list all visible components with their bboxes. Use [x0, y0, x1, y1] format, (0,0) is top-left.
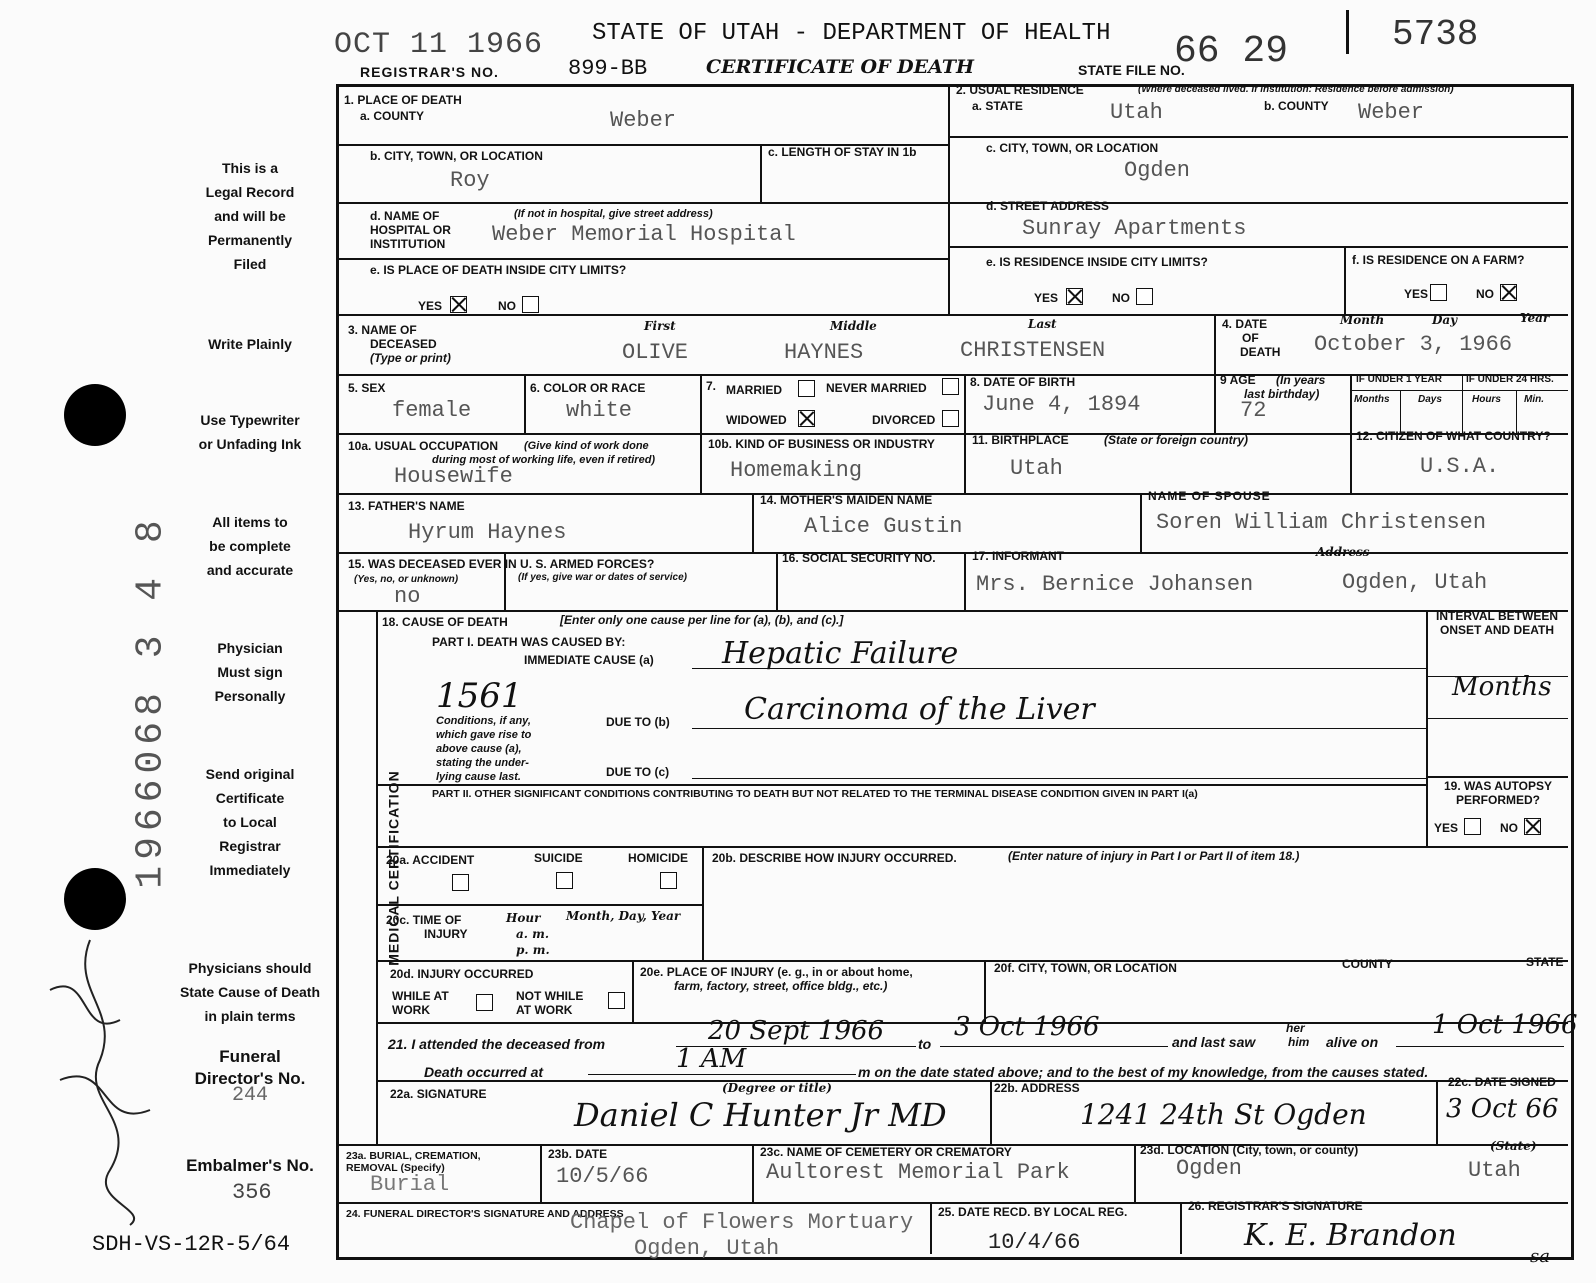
label-divorced: DIVORCED	[872, 413, 936, 427]
sex: female	[392, 398, 472, 423]
label-cause-of-death: 18. CAUSE OF DEATH	[382, 615, 508, 629]
label-registrar-signature: 26. REGISTRAR'S SIGNATURE	[1188, 1199, 1363, 1213]
label-part1: PART I. DEATH WAS CAUSED BY:	[432, 635, 626, 649]
note-typewriter: Use Typewriter or Unfading Ink	[198, 412, 302, 452]
date-stamp: OCT 11 1966	[334, 28, 544, 62]
label-her: her	[1286, 1021, 1305, 1035]
label-him: him	[1288, 1035, 1310, 1049]
label-attended: 21. I attended the deceased from	[388, 1036, 606, 1052]
label-date-death-c: DEATH	[1240, 345, 1281, 359]
label-no-19: NO	[1500, 821, 1518, 835]
label-age-note-b: last birthday)	[1244, 387, 1320, 401]
label-armed-forces-note-a: (Yes, no, or unknown)	[354, 574, 459, 585]
label-state: a. STATE	[972, 99, 1023, 113]
label-yes-1e: YES	[418, 299, 443, 313]
label-hospital-a: d. NAME OF	[370, 209, 440, 223]
label-place-injury: 20e. PLACE OF INJURY (e. g., in or about home,	[640, 965, 913, 979]
label-date-recd: 25. DATE RECD. BY LOCAL REG.	[938, 1205, 1128, 1219]
embalmer-label: Embalmer's No.	[186, 1156, 314, 1175]
label-min: Min.	[1524, 394, 1544, 405]
label-alive-on: alive on	[1326, 1034, 1379, 1050]
label-business: 10b. KIND OF BUSINESS OR INDUSTRY	[708, 437, 935, 451]
label-widowed: WIDOWED	[726, 413, 787, 427]
checkbox-2f-no[interactable]	[1500, 284, 1517, 301]
label-not-while-a: NOT WHILE	[516, 989, 584, 1003]
label-mdy: Month, Day, Year	[566, 909, 681, 923]
label-7: 7.	[706, 379, 717, 393]
label-first: First	[644, 319, 676, 333]
checkbox-widowed[interactable]	[798, 410, 815, 427]
label-birthplace-note: (State or foreign country)	[1104, 433, 1249, 447]
label-place-of-death: 1. PLACE OF DEATH	[344, 93, 462, 107]
label-occupation: 10a. USUAL OCCUPATION	[348, 439, 499, 453]
label-res-farm: f. IS RESIDENCE ON A FARM?	[1352, 253, 1525, 267]
label-deceased: DECEASED	[370, 337, 437, 351]
label-ssn: 16. SOCIAL SECURITY NO.	[782, 551, 936, 565]
attended-to: 3 Oct 1966	[954, 1012, 1100, 1042]
label-armed-forces: 15. WAS DECEASED EVER IN U. S. ARMED FORCES?	[348, 557, 655, 571]
death-county: Weber	[610, 108, 677, 133]
street-address: Sunray Apartments	[1022, 216, 1247, 241]
label-injury-city: 20f. CITY, TOWN, OR LOCATION	[994, 961, 1177, 975]
occupation: Housewife	[394, 464, 513, 489]
label-never-married: NEVER MARRIED	[826, 381, 927, 395]
label-not-while-b: AT WORK	[516, 1003, 573, 1017]
burial-date: 10/5/66	[556, 1164, 649, 1189]
deceased-first-name: OLIVE	[622, 340, 689, 365]
label-last-saw: and last saw	[1172, 1034, 1256, 1050]
label-informant-address: Address	[1316, 545, 1370, 559]
state-file-no: 66 29	[1174, 30, 1289, 73]
label-armed-forces-note-b: (If yes, give war or dates of service)	[518, 572, 687, 583]
label-race: 6. COLOR OR RACE	[530, 381, 646, 395]
label-homicide: HOMICIDE	[628, 851, 688, 865]
registrar-no-label: REGISTRAR'S NO.	[360, 64, 499, 80]
label-mother: 14. MOTHER'S MAIDEN NAME	[760, 493, 933, 507]
label-father: 13. FATHER'S NAME	[348, 499, 465, 513]
note-physician-sign: Physician Must sign Personally	[214, 640, 286, 704]
age: 72	[1240, 398, 1267, 423]
note-complete: All items to be complete and accurate	[206, 514, 294, 578]
label-date-signed: 22c. DATE SIGNED	[1448, 1075, 1556, 1089]
label-time-injury-b: INJURY	[424, 927, 468, 941]
occurred-time: 1 AM	[676, 1044, 747, 1074]
label-middle: Middle	[830, 319, 877, 333]
embalmer-no: 356	[232, 1180, 272, 1205]
business: Homemaking	[730, 458, 863, 483]
label-occurred-at: Death occurred at	[424, 1064, 544, 1080]
label-part2: PART II. OTHER SIGNIFICANT CONDITIONS CONTRIBUTING TO DEATH BUT NOT RELATED TO THE TERMINAL DISEASE CONDITION GIVEN IN PART I(a)	[432, 788, 1198, 800]
label-injury-desc: 20b. DESCRIBE HOW INJURY OCCURRED.	[712, 851, 957, 865]
physician-signature: Daniel C Hunter Jr MD	[574, 1096, 947, 1134]
label-usual-residence: 2. USUAL RESIDENCE	[956, 83, 1084, 97]
alive-date: 1 Oct 1966	[1432, 1010, 1578, 1040]
label-autopsy: 19. WAS AUTOPSY PERFORMED?	[1443, 779, 1553, 807]
punch-hole-top	[64, 384, 126, 446]
label-spouse: NAME OF SPOUSE	[1148, 489, 1271, 503]
armed-forces: no	[394, 584, 421, 609]
label-no-2e: NO	[1112, 291, 1130, 305]
label-cemetery-location: 23d. LOCATION (City, town, or county)	[1140, 1143, 1359, 1157]
label-day: Day	[1432, 313, 1458, 327]
registrar-no: 899-BB	[568, 56, 648, 81]
physician-address: 1241 24th St Ogden	[1080, 1098, 1367, 1131]
label-res-county: b. COUNTY	[1264, 99, 1329, 113]
label-cemetery: 23c. NAME OF CEMETERY OR CREMATORY	[760, 1145, 1012, 1159]
birthplace: Utah	[1010, 456, 1063, 481]
checkbox-autopsy-yes[interactable]	[1464, 818, 1481, 835]
label-hours: Hours	[1472, 394, 1501, 405]
checkbox-suicide[interactable]	[556, 872, 573, 889]
label-time-injury-a: 20c. TIME OF	[386, 913, 462, 927]
date-received: 10/4/66	[988, 1230, 1081, 1255]
label-degree: (Degree or title)	[722, 1081, 832, 1095]
medical-certification-vertical: MEDICAL CERTIFICATION	[385, 770, 402, 966]
label-date-death-b: OF	[1242, 331, 1259, 345]
label-type-print: (Type or print)	[370, 351, 451, 365]
father-name: Hyrum Haynes	[408, 520, 567, 545]
agency-title: STATE OF UTAH - DEPARTMENT OF HEALTH	[592, 20, 1111, 47]
cemetery-state: Utah	[1468, 1158, 1521, 1183]
note-send-original: Send original Certificate to Local Registrar Immediately	[205, 766, 295, 878]
label-age: 9 AGE	[1220, 373, 1256, 387]
label-burial-date: 23b. DATE	[548, 1147, 608, 1161]
label-month: Month	[1340, 313, 1385, 327]
vertical-serial-number: 1966068 3 4 8	[129, 514, 173, 889]
label-sex: 5. SEX	[348, 381, 386, 395]
label-interval: INTERVAL BETWEEN ONSET AND DEATH	[1435, 609, 1558, 637]
deceased-last-name: CHRISTENSEN	[960, 338, 1106, 363]
label-birthplace: 11. BIRTHPLACE	[972, 433, 1069, 447]
label-to: to	[918, 1036, 932, 1052]
label-name: 3. NAME OF	[348, 323, 417, 337]
label-age-note-a: (In years	[1276, 373, 1326, 387]
label-date-death-a: 4. DATE	[1222, 317, 1268, 331]
label-hour: Hour	[506, 911, 541, 925]
funeral-home: Chapel of Flowers Mortuary	[570, 1210, 914, 1235]
label-while-work-a: WHILE AT	[392, 989, 449, 1003]
label-city-town: b. CITY, TOWN, OR LOCATION	[370, 149, 543, 163]
certificate-title: CERTIFICATE OF DEATH	[706, 56, 974, 78]
label-funeral-director: 24. FUNERAL DIRECTOR'S SIGNATURE AND ADDRESS	[346, 1208, 624, 1220]
label-length-stay: c. LENGTH OF STAY IN 1b	[768, 145, 917, 159]
state-file-label: STATE FILE NO.	[1078, 62, 1185, 78]
note-cause-plain: Physicians should State Cause of Death in plain terms	[179, 960, 321, 1024]
punch-hole-bottom	[64, 868, 126, 930]
label-informant: 17. INFORMANT	[972, 549, 1065, 563]
label-married: MARRIED	[726, 383, 782, 397]
label-yes-2e: YES	[1034, 291, 1059, 305]
funeral-director-no: 244	[232, 1084, 269, 1107]
checkbox-never-married[interactable]	[942, 378, 959, 395]
checkbox-married[interactable]	[798, 380, 815, 397]
label-res-city: c. CITY, TOWN, OR LOCATION	[986, 141, 1159, 155]
label-injury-county: COUNTY	[1342, 957, 1393, 971]
label-accident: 20a. ACCIDENT	[386, 853, 475, 867]
label-injury-state: STATE	[1526, 955, 1564, 969]
checkbox-autopsy-no[interactable]	[1524, 818, 1541, 835]
label-address: 22b. ADDRESS	[994, 1081, 1080, 1095]
label-days: Days	[1418, 394, 1442, 405]
label-year: Year	[1520, 311, 1550, 325]
informant-name: Mrs. Bernice Johansen	[976, 572, 1254, 597]
form-code: SDH-VS-12R-5/64	[92, 1232, 291, 1257]
cause-immediate: Hepatic Failure	[722, 636, 959, 671]
residence-city: Ogden	[1124, 158, 1191, 183]
label-res-inside-city: e. IS RESIDENCE INSIDE CITY LIMITS?	[986, 255, 1208, 269]
checkbox-divorced[interactable]	[942, 410, 959, 427]
citizenship: U.S.A.	[1420, 454, 1500, 479]
label-dob: 8. DATE OF BIRTH	[970, 375, 1076, 389]
cause-code: 1561	[436, 676, 523, 716]
label-am: a. m.	[516, 927, 550, 941]
label-no-2f: NO	[1476, 287, 1494, 301]
label-while-work-b: WORK	[392, 1003, 430, 1017]
label-under-24hrs: IF UNDER 24 HRS.	[1466, 374, 1554, 385]
checkbox-2e-yes[interactable]	[1066, 288, 1083, 305]
checkbox-accident[interactable]	[452, 874, 469, 891]
registrar-signature: K. E. Brandon	[1244, 1218, 1457, 1253]
header-tick	[1346, 10, 1349, 54]
residence-state: Utah	[1110, 100, 1163, 125]
top-number: 5738	[1392, 14, 1479, 55]
label-signature: 22a. SIGNATURE	[390, 1087, 487, 1101]
label-occurred-rest: m on the date stated above; and to the best of my knowledge, from the causes stated.	[858, 1064, 1429, 1080]
interval-value: Months	[1452, 672, 1552, 702]
cemetery-location: Ogden	[1176, 1156, 1243, 1181]
label-immediate-cause: IMMEDIATE CAUSE (a)	[524, 653, 654, 667]
note-legal-record: This is a Legal Record and will be Permanently Filed	[205, 160, 295, 272]
label-citizen: 12. CITIZEN OF WHAT COUNTRY?	[1356, 429, 1551, 443]
margin-signature-scribble	[30, 930, 170, 1230]
label-residence-note: (Where deceased lived. If institution: Residence before admission)	[1138, 84, 1454, 95]
death-city: Roy	[450, 168, 490, 193]
label-due-c: DUE TO (c)	[606, 765, 670, 779]
residence-county: Weber	[1358, 100, 1425, 125]
date-signed: 3 Oct 66	[1446, 1094, 1559, 1124]
checkbox-while-at-work[interactable]	[476, 994, 493, 1011]
label-injury-desc-note: (Enter nature of injury in Part I or Part II of item 18.)	[1008, 849, 1300, 863]
checkbox-not-while-at-work[interactable]	[608, 992, 625, 1009]
registrar-signature-suffix: sa	[1530, 1246, 1550, 1267]
checkbox-2e-no[interactable]	[1136, 288, 1153, 305]
spouse-name: Soren William Christensen	[1156, 510, 1487, 535]
label-under-1yr: IF UNDER 1 YEAR	[1356, 374, 1442, 385]
label-suicide: SUICIDE	[534, 851, 583, 865]
label-inside-city: e. IS PLACE OF DEATH INSIDE CITY LIMITS?	[370, 263, 627, 277]
date-of-birth: June 4, 1894	[982, 392, 1141, 417]
label-pm: p. m.	[516, 943, 550, 957]
label-occupation-note-a: (Give kind of work done	[524, 440, 649, 452]
funeral-home-city: Ogden, Utah	[634, 1236, 780, 1261]
checkbox-1e-yes[interactable]	[450, 296, 467, 313]
hospital-name: Weber Memorial Hospital	[492, 222, 796, 247]
informant-address: Ogden, Utah	[1342, 570, 1488, 595]
label-cemetery-state: (State)	[1490, 1139, 1537, 1153]
cemetery-name: Aultorest Memorial Park	[766, 1160, 1070, 1185]
label-conditions: Conditions, if any, which gave rise to above cause (a), stating the under- lying cause last.	[436, 715, 532, 783]
label-hospital-b: HOSPITAL OR	[370, 223, 451, 237]
label-due-b: DUE TO (b)	[606, 715, 670, 729]
attended-from: 20 Sept 1966	[708, 1016, 885, 1046]
label-yes-19: YES	[1434, 821, 1459, 835]
label-street: d. STREET ADDRESS	[986, 199, 1109, 213]
date-of-death: October 3, 1966	[1314, 332, 1513, 357]
checkbox-homicide[interactable]	[660, 872, 677, 889]
checkbox-1e-no[interactable]	[522, 296, 539, 313]
burial-type: Burial	[370, 1172, 450, 1197]
label-months: Months	[1354, 394, 1390, 405]
label-occupation-note-b: during most of working life, even if retired)	[432, 454, 656, 466]
mother-name: Alice Gustin	[804, 514, 963, 539]
label-hospital-note: (If not in hospital, give street address)	[514, 208, 713, 220]
label-hospital-c: INSTITUTION	[370, 237, 446, 251]
checkbox-2f-yes[interactable]	[1430, 284, 1447, 301]
label-last: Last	[1028, 317, 1057, 331]
note-write-plainly: Write Plainly	[208, 336, 292, 352]
deceased-middle-name: HAYNES	[784, 340, 864, 365]
cause-due-b: Carcinoma of the Liver	[744, 692, 1095, 727]
label-county: a. COUNTY	[360, 109, 425, 123]
race: white	[566, 398, 633, 423]
label-cause-note: [Enter only one cause per line for (a), (b), and (c).]	[560, 613, 844, 627]
label-no-1e: NO	[498, 299, 516, 313]
label-burial: 23a. BURIAL, CREMATION, REMOVAL (Specify)	[346, 1150, 481, 1175]
funeral-director-label: Funeral Director's No.	[194, 1047, 306, 1088]
label-yes-2f: YES	[1404, 287, 1429, 301]
label-injury-occurred: 20d. INJURY OCCURRED	[390, 967, 534, 981]
label-place-injury-b: farm, factory, street, office bldg., etc.)	[674, 979, 888, 993]
